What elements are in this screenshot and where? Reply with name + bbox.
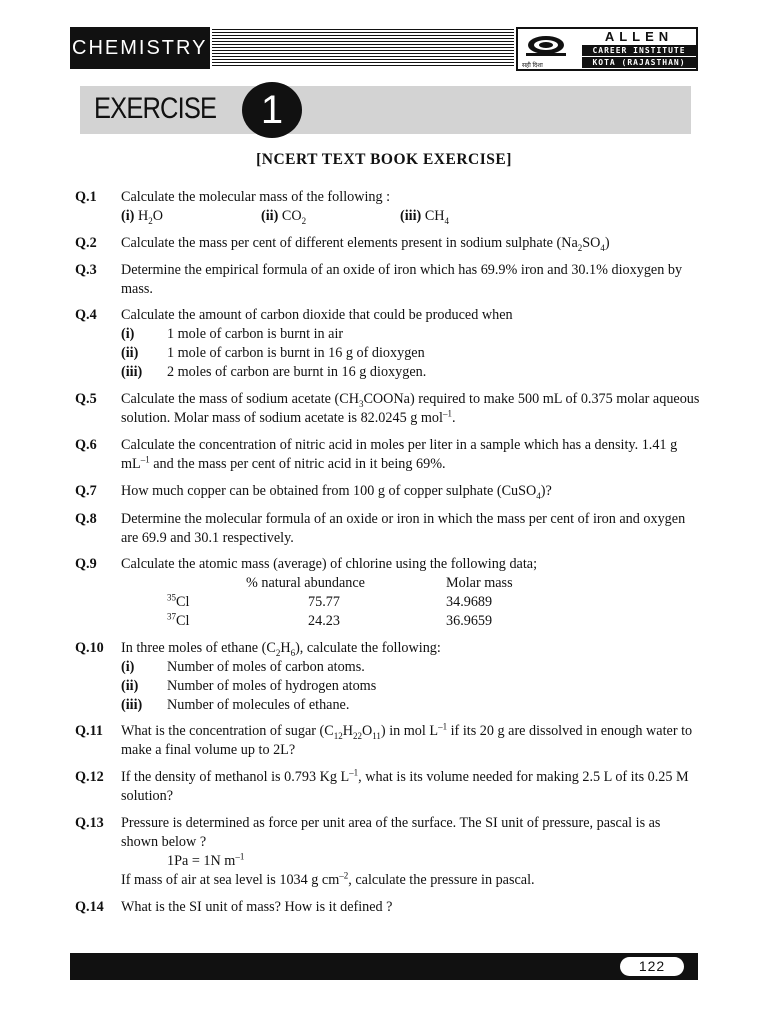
question-9 bbox=[75, 555, 700, 631]
subject-banner: CHEMISTRY bbox=[70, 27, 210, 69]
question-text-continued: If mass of air at sea level is 1034 g $cm^{-2}$, calculate the pressure in pascal. bbox=[121, 870, 535, 888]
question-number: Q.7 bbox=[75, 483, 97, 499]
option-label: (iii) bbox=[400, 208, 422, 224]
logo-line-2: KOTA (RAJASTHAN) bbox=[582, 57, 696, 68]
question-number: Q.12 bbox=[75, 769, 104, 785]
footer-bar bbox=[70, 953, 698, 980]
question-text: How much copper can be obtained from 100 g of copper sulphate (CuSO$_4$)? bbox=[121, 483, 552, 501]
exercise-label: EXERCISE bbox=[94, 92, 217, 125]
question-number: Q.2 bbox=[75, 235, 97, 251]
question-text: If the density of methanol is 0.793 Kg $L^{-1}$, what is its volume needed for making 2.5 L of its 0.25 M solution? bbox=[121, 767, 689, 804]
question-text: Calculate the atomic mass (average) of chlorine using the following data; bbox=[121, 556, 538, 572]
question-number: Q.5 bbox=[75, 391, 97, 407]
question-5 bbox=[75, 390, 700, 428]
list-item: (iii) 2 moles of carbon are burnt in 16 g dioxygen. bbox=[121, 364, 427, 380]
question-number: Q.1 bbox=[75, 189, 97, 205]
question-text: Determine the molecular formula of an oxide or iron in which the mass per cent of iron and oxygen are 69.9 and 30.1 respectively. bbox=[121, 511, 686, 546]
question-text: Determine the empirical formula of an oxide of iron which has 69.9% iron and 30.1% dioxygen by mass. bbox=[121, 262, 683, 297]
list-item: (i) Number of moles of carbon atoms. bbox=[121, 659, 365, 675]
question-number: Q.13 bbox=[75, 815, 104, 831]
header-rule-lines-end bbox=[490, 29, 514, 67]
list-item: (ii) 1 mole of carbon is burnt in 16 g of dioxygen bbox=[121, 345, 425, 361]
question-text: Calculate the mass of sodium acetate $(CH_3COONa)$ required to make 500 mL of 0.375 molar aqueous solution. Molar mass of sodium acetate is 82.0245 g mol$^{-1}$. bbox=[121, 391, 700, 426]
logo-title: ALLEN bbox=[604, 29, 674, 44]
question-10 bbox=[75, 639, 700, 715]
question-text: What is the concentration of sugar $(C_{12}H_{22}O_{11})$ in mol $L^{-1}$ if its 20 g are dissolved in enough water to make a final volume up to 2L? bbox=[121, 721, 693, 758]
question-text: Calculate the mass per cent of different elements present in sodium sulphate $(Na_2SO_4)$ bbox=[121, 235, 610, 253]
data-table-header bbox=[121, 574, 700, 593]
exercise-banner bbox=[80, 86, 691, 134]
table-row: $^{37}$ Cl 24.23 36.9659 bbox=[167, 611, 493, 629]
question-text: Pressure is determined as force per unit area of the surface. The SI unit of pressure, pascal is as shown below ? bbox=[121, 815, 661, 850]
question-3 bbox=[75, 261, 700, 299]
list-item: (ii) Number of moles of hydrogen atoms bbox=[121, 678, 377, 694]
logo-tagline: सही दिशा bbox=[522, 63, 543, 69]
question-text: Calculate the concentration of nitric acid in moles per liter in a sample which has a density. 1.41 g $mL^{-1}$ and the mass per cent of nitric acid in it being 69%. bbox=[121, 437, 678, 472]
question-number: Q.10 bbox=[75, 640, 104, 656]
list-item: (iii) Number of molecules of ethane. bbox=[121, 697, 350, 713]
question-number: Q.8 bbox=[75, 511, 97, 527]
formula: 1Pa = 1N $m^{-1}$ bbox=[167, 851, 245, 869]
institute-logo bbox=[516, 27, 698, 71]
page-number: 122 bbox=[620, 957, 684, 976]
question-4 bbox=[75, 306, 700, 382]
question-8 bbox=[75, 510, 700, 548]
column-header: % natural abundance bbox=[246, 575, 365, 591]
exercise-number-badge: 1 bbox=[242, 82, 302, 138]
option-label: (i) bbox=[121, 208, 135, 224]
table-row: $^{35}$ Cl 75.77 34.9689 bbox=[167, 592, 493, 610]
question-options: (i) $H_2O$ (ii) $CO_2$ (iii) $CH_4$ bbox=[121, 208, 450, 226]
question-11 bbox=[75, 722, 700, 760]
question-13 bbox=[75, 814, 700, 890]
header-rule-lines bbox=[212, 29, 490, 67]
question-2 bbox=[75, 234, 700, 253]
question-number: Q.14 bbox=[75, 899, 104, 915]
question-12 bbox=[75, 768, 700, 806]
option-label: (ii) bbox=[261, 208, 279, 224]
question-number: Q.6 bbox=[75, 437, 97, 453]
question-text: Calculate the molecular mass of the following : bbox=[121, 189, 391, 205]
list-item: (i) 1 mole of carbon is burnt in air bbox=[121, 326, 344, 342]
question-14 bbox=[75, 898, 700, 917]
question-number: Q.4 bbox=[75, 307, 97, 323]
question-number: Q.9 bbox=[75, 556, 97, 572]
section-subtitle: [NCERT TEXT BOOK EXERCISE] bbox=[256, 151, 512, 168]
question-1 bbox=[75, 188, 700, 226]
question-number: Q.11 bbox=[75, 723, 103, 739]
question-number: Q.3 bbox=[75, 262, 97, 278]
question-text: What is the SI unit of mass? How is it defined ? bbox=[121, 899, 393, 915]
column-header: Molar mass bbox=[446, 575, 513, 591]
question-text: In three moles of ethane $(C_2H_6)$, calculate the following: bbox=[121, 640, 441, 658]
question-text: Calculate the amount of carbon dioxide that could be produced when bbox=[121, 307, 513, 323]
logo-line-1: CAREER INSTITUTE bbox=[582, 45, 696, 56]
question-7 bbox=[75, 482, 700, 501]
question-6 bbox=[75, 436, 700, 474]
